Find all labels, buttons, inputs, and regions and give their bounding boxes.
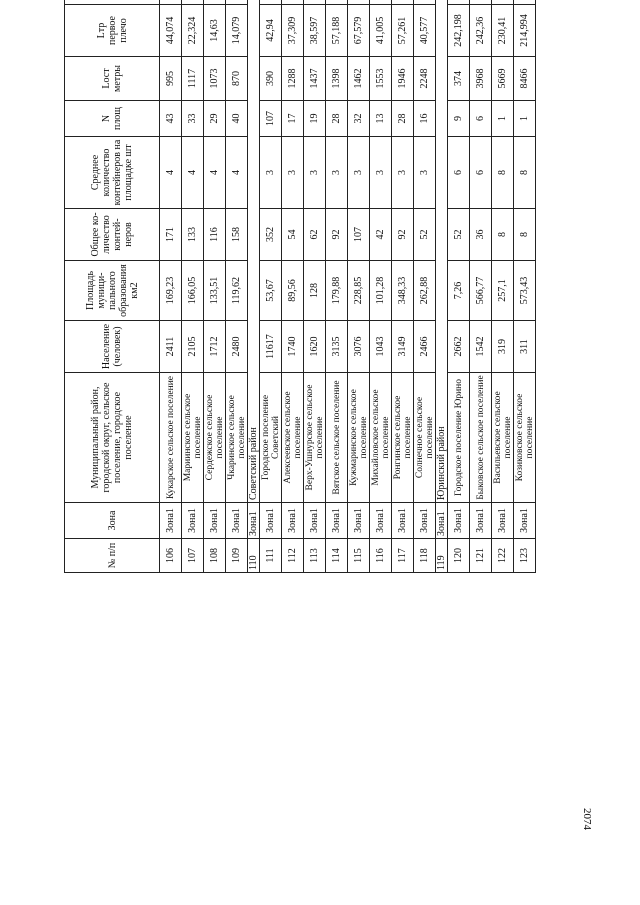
table-cell: 7,26 [448, 261, 470, 321]
table-header [65, 0, 160, 573]
table-cell [204, 0, 226, 5]
settlement-name: Кукарское сельское поселение [160, 373, 182, 503]
table-row [470, 0, 492, 573]
table-cell: Зона1 [260, 503, 282, 539]
table-cell: Зона1 [160, 503, 182, 539]
table-cell: 119,62 [226, 261, 248, 321]
table-row [248, 0, 260, 573]
table-cell: 8466 [514, 57, 536, 101]
table-cell: 573,43 [514, 261, 536, 321]
table-cell: 16 [414, 101, 436, 137]
table-cell: 2466 [414, 321, 436, 373]
table-cell: Зона1 [448, 503, 470, 539]
table-cell: 566,77 [470, 261, 492, 321]
data-table [64, 0, 536, 573]
table-cell: 870 [226, 57, 248, 101]
settlement-name: Чкаринское сельское поселение [226, 373, 248, 503]
table-cell: 89,56 [282, 261, 304, 321]
table-cell: 6 [470, 101, 492, 137]
settlement-name: Сердежское сельское поселение [204, 373, 226, 503]
table-cell [348, 0, 370, 5]
table-cell: 2662 [448, 321, 470, 373]
table-cell: 4 [160, 137, 182, 209]
table-cell: 17 [282, 101, 304, 137]
table-cell: 123 [514, 539, 536, 573]
settlement-name: Васильевское сельское поселение [492, 373, 514, 503]
table-cell: 120 [448, 539, 470, 573]
table-row [348, 0, 370, 573]
table-cell: 3 [392, 137, 414, 209]
table-cell: 106 [160, 539, 182, 573]
table-cell: 107 [260, 101, 282, 137]
table-row [304, 0, 326, 573]
table-cell: 3149 [392, 321, 414, 373]
settlement-name: Алексеевское сельское поселение [282, 373, 304, 503]
table-cell: 4 [226, 137, 248, 209]
table-cell: 2248 [414, 57, 436, 101]
table-cell: 4 [182, 137, 204, 209]
table-cell: Зона1 [282, 503, 304, 539]
table-cell: 112 [282, 539, 304, 573]
table-cell: 3 [370, 137, 392, 209]
table-cell: 41,005 [370, 5, 392, 57]
table-cell: 1620 [304, 321, 326, 373]
table-cell: 1542 [470, 321, 492, 373]
table-row [436, 0, 448, 573]
settlement-name: Мариинское сельское поселение [182, 373, 204, 503]
table-row [160, 0, 182, 573]
table-container [64, 0, 597, 573]
table-row [204, 0, 226, 573]
table-row [414, 0, 436, 573]
header-cell: N площ [65, 101, 160, 137]
table-cell: 118 [414, 539, 436, 573]
table-cell: 3 [414, 137, 436, 209]
section-title: Юринский район [436, 0, 448, 503]
table-cell: 133 [182, 209, 204, 261]
table-cell: 52 [448, 209, 470, 261]
table-cell: 116 [370, 539, 392, 573]
table-cell: 28 [326, 101, 348, 137]
table-cell: 42 [370, 209, 392, 261]
table-cell: 133,51 [204, 261, 226, 321]
table-cell: 44,074 [160, 5, 182, 57]
table-cell: 110 [248, 539, 260, 573]
settlement-name: Быковское сельское поселение [470, 373, 492, 503]
table-cell [304, 0, 326, 5]
header-cell: Муниципальный район, городской округ, сельское поселение, городское поселение [65, 373, 160, 503]
settlement-name: Ронгинское сельское поселение [392, 373, 414, 503]
table-cell: 101,28 [370, 261, 392, 321]
table-cell: 113 [304, 539, 326, 573]
table-cell: 28 [392, 101, 414, 137]
table-cell: 1288 [282, 57, 304, 101]
table-cell: 8 [514, 137, 536, 209]
table-row [492, 0, 514, 573]
table-cell: 242,36 [470, 5, 492, 57]
table-cell: 62 [304, 209, 326, 261]
table-row [226, 0, 248, 573]
table-cell: 128 [304, 261, 326, 321]
table-cell: 1437 [304, 57, 326, 101]
table-row [182, 0, 204, 573]
table-cell: 158 [226, 209, 248, 261]
table-cell: Зона1 [348, 503, 370, 539]
table-cell [226, 0, 248, 5]
table-cell: 122 [492, 539, 514, 573]
table-cell: Зона1 [304, 503, 326, 539]
table-cell: 114 [326, 539, 348, 573]
table-cell: 1117 [182, 57, 204, 101]
table-cell: 179,88 [326, 261, 348, 321]
table-cell: 43 [160, 101, 182, 137]
table-cell: 57,261 [392, 5, 414, 57]
table-cell: Зона1 [326, 503, 348, 539]
table-row [282, 0, 304, 573]
table-row [448, 0, 470, 573]
table-cell: 38,597 [304, 5, 326, 57]
table-cell: 374 [448, 57, 470, 101]
header-cell: № п/п [65, 539, 160, 573]
header-cell: Население (человек) [65, 321, 160, 373]
settlement-name: Вятское сельское поселение [326, 373, 348, 503]
table-cell: 115 [348, 539, 370, 573]
table-cell: 8 [492, 137, 514, 209]
table-cell: 36 [470, 209, 492, 261]
table-cell: 116 [204, 209, 226, 261]
header-cell: Lост метры [65, 57, 160, 101]
table-cell: 117 [392, 539, 414, 573]
table-cell [414, 0, 436, 5]
table-cell: 3 [282, 137, 304, 209]
settlement-name: Солнечное сельское поселение [414, 373, 436, 503]
header-cell: Общее ко-личество контей-неров [65, 209, 160, 261]
table-cell [492, 0, 514, 5]
table-cell: 311 [514, 321, 536, 373]
table-cell: 3 [304, 137, 326, 209]
header-cell: Lтр первое плечо [65, 5, 160, 57]
table-cell: 1462 [348, 57, 370, 101]
table-cell: 8 [492, 209, 514, 261]
table-body [160, 0, 536, 573]
table-cell: 92 [326, 209, 348, 261]
table-cell: 22,324 [182, 5, 204, 57]
table-cell: 166,05 [182, 261, 204, 321]
table-cell: 262,88 [414, 261, 436, 321]
table-cell: 107 [348, 209, 370, 261]
header-cell: Зона [65, 503, 160, 539]
table-cell: 11617 [260, 321, 282, 373]
table-cell: 1 [492, 101, 514, 137]
table-cell [370, 0, 392, 5]
header-cell: Площадь муници-пального образования км2 [65, 261, 160, 321]
table-cell [448, 0, 470, 5]
table-cell: 2411 [160, 321, 182, 373]
table-cell: 214,994 [514, 5, 536, 57]
table-cell [392, 0, 414, 5]
table-cell: 4 [204, 137, 226, 209]
table-cell: 121 [470, 539, 492, 573]
table-cell [470, 0, 492, 5]
table-cell: 92 [392, 209, 414, 261]
settlement-name: Городское поселение Юрино [448, 373, 470, 503]
table-cell: Зона1 [436, 503, 448, 539]
table-cell: 3076 [348, 321, 370, 373]
table-cell: 242,198 [448, 5, 470, 57]
table-cell [514, 0, 536, 5]
settlement-name: Михайловское сельское поселение [370, 373, 392, 503]
table-cell: 1073 [204, 57, 226, 101]
table-cell: 52 [414, 209, 436, 261]
table-cell: 40,577 [414, 5, 436, 57]
table-cell: 3135 [326, 321, 348, 373]
table-cell: 13 [370, 101, 392, 137]
table-cell: 257,1 [492, 261, 514, 321]
table-cell: 40 [226, 101, 248, 137]
table-cell: Зона1 [226, 503, 248, 539]
table-cell: 319 [492, 321, 514, 373]
table-cell: 1553 [370, 57, 392, 101]
table-cell: 2480 [226, 321, 248, 373]
header-cell [65, 0, 160, 5]
table-cell: 230,41 [492, 5, 514, 57]
rotated-table-frame [64, 14, 597, 874]
table-cell: 107 [182, 539, 204, 573]
table-cell: Зона1 [392, 503, 414, 539]
table-cell: 1946 [392, 57, 414, 101]
table-cell [260, 0, 282, 5]
table-cell: 352 [260, 209, 282, 261]
table-row [260, 0, 282, 573]
table-cell: 171 [160, 209, 182, 261]
table-cell: 228,85 [348, 261, 370, 321]
table-cell: 42,94 [260, 5, 282, 57]
table-cell: 3 [326, 137, 348, 209]
table-cell: 169,23 [160, 261, 182, 321]
table-cell: Зона1 [204, 503, 226, 539]
table-cell: 53,67 [260, 261, 282, 321]
table-cell: 995 [160, 57, 182, 101]
table-cell [282, 0, 304, 5]
table-cell: 14,63 [204, 5, 226, 57]
settlement-name: Козиковское сельское поселение [514, 373, 536, 503]
table-cell: 3 [348, 137, 370, 209]
table-cell: 6 [470, 137, 492, 209]
table-cell [326, 0, 348, 5]
table-cell: 19 [304, 101, 326, 137]
table-cell: 37,309 [282, 5, 304, 57]
settlement-name: Верх-Ушнурское сельское поселение [304, 373, 326, 503]
table-row [392, 0, 414, 573]
table-cell: 33 [182, 101, 204, 137]
table-cell: 1740 [282, 321, 304, 373]
table-cell: 5669 [492, 57, 514, 101]
table-cell: Зона1 [182, 503, 204, 539]
table-cell: 54 [282, 209, 304, 261]
table-cell: 14,079 [226, 5, 248, 57]
page-number: 2074 [581, 808, 593, 830]
table-row [370, 0, 392, 573]
table-cell [182, 0, 204, 5]
table-cell: 9 [448, 101, 470, 137]
table-cell: 1043 [370, 321, 392, 373]
table-cell: 119 [436, 539, 448, 573]
table-cell: 67,579 [348, 5, 370, 57]
table-cell: 1398 [326, 57, 348, 101]
table-cell: 6 [448, 137, 470, 209]
table-cell: Зона1 [248, 503, 260, 539]
table-cell: 57,188 [326, 5, 348, 57]
table-cell: 348,33 [392, 261, 414, 321]
settlement-name: Кужмаринское сельское поселение [348, 373, 370, 503]
table-cell: Зона1 [514, 503, 536, 539]
table-cell: 2105 [182, 321, 204, 373]
table-row [514, 0, 536, 573]
table-cell: 109 [226, 539, 248, 573]
table-cell: 32 [348, 101, 370, 137]
header-cell: Среднее количество контейнеров на площадке шт [65, 137, 160, 209]
table-cell: Зона1 [470, 503, 492, 539]
table-cell: 1 [514, 101, 536, 137]
table-cell: 3968 [470, 57, 492, 101]
table-cell: 1712 [204, 321, 226, 373]
table-cell [160, 0, 182, 5]
table-cell: Зона1 [492, 503, 514, 539]
table-cell: 111 [260, 539, 282, 573]
table-cell: 29 [204, 101, 226, 137]
table-row [326, 0, 348, 573]
table-cell: 390 [260, 57, 282, 101]
table-cell: 3 [260, 137, 282, 209]
section-title: Советский район [248, 0, 260, 503]
table-cell: Зона1 [414, 503, 436, 539]
table-cell: Зона1 [370, 503, 392, 539]
table-cell: 8 [514, 209, 536, 261]
table-cell: 108 [204, 539, 226, 573]
settlement-name: Городское поселение Советский [260, 373, 282, 503]
